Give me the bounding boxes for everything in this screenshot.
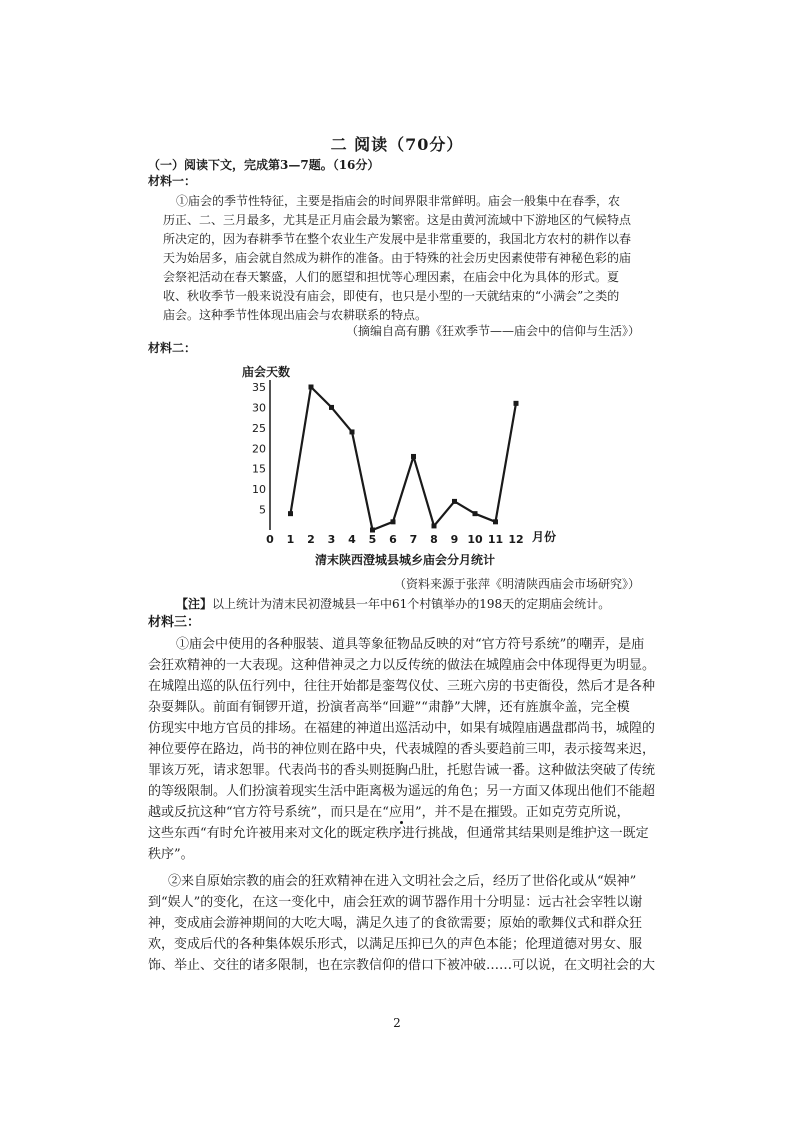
material1-line: 所决定的，因为春耕季节在整个农业生产发展中是非常重要的，我国北方农村的耕作以春 — [163, 232, 632, 246]
data-point — [473, 511, 478, 516]
material3-line: 的等级限制。人们扮演着现实生活中距离极为遥远的角色；另一方面又体现出他们不能超 — [148, 784, 656, 799]
material2-label: 材料二： — [148, 341, 197, 355]
note-tag: 【注】 — [176, 597, 213, 611]
material1-line: ①庙会的季节性特征，主要是指庙会的时间界限非常鲜明。庙会一般集中在春季，农 — [176, 194, 621, 208]
material3-line: 到“娱人”的变化，在这一变化中，庙会狂欢的调节器作用十分明显：远古社会宰牲以谢 — [148, 895, 643, 910]
material3-line: 仿现实中地方官员的排场。在福建的神道出巡活动中，如果有城隍庙遇盘郡尚书，城隍的 — [148, 721, 656, 736]
y-tick-label: 25 — [252, 421, 266, 435]
data-point — [309, 385, 314, 390]
y-tick-label: 5 — [259, 503, 266, 517]
chart-ylabel: 庙会天数 — [242, 365, 291, 379]
x-tick-label: 9 — [450, 533, 459, 546]
data-point — [411, 454, 416, 459]
x-tick-label: 5 — [368, 533, 377, 546]
y-tick-label: 30 — [252, 401, 266, 415]
data-point — [329, 405, 334, 410]
y-tick-label: 20 — [252, 442, 266, 456]
material3-line: ②来自原始宗教的庙会的狂欢精神在进入文明社会之后，经历了世俗化或从“娱神” — [168, 874, 637, 889]
data-point — [514, 401, 519, 406]
material3-line: 会狂欢精神的一大表现。这种借神灵之力以反传统的做法在城隍庙会中体现得更为明显。 — [148, 658, 656, 673]
chart-xlabel: 月份 — [532, 530, 557, 544]
material1-source: （摘编自高有鹏《狂欢季节——庙会中的信仰与生活》） — [345, 324, 640, 338]
material3-line: ①庙会中使用的各种服装、道具等象征物品反映的对“官方符号系统”的嘲弄，是庙 — [176, 637, 645, 652]
material1-line: 收、秋收季节一般来说没有庙会，即使有，也只是小型的一天就结束的“小满会”之类的 — [163, 289, 620, 303]
part-intro: （一）阅读下文，完成第3—7题。（16分） — [148, 158, 380, 172]
x-tick-label: 3 — [327, 533, 336, 546]
material1-line: 会祭祀活动在春天繁盛，人们的愿望和担忧等心理因素，在庙会中化为具体的形式。夏 — [163, 270, 620, 284]
material3-line: 欢，变成后代的各种集体娱乐形式，以满足压抑已久的声色本能；伦理道德对男女、服 — [148, 937, 643, 952]
data-point — [288, 511, 293, 516]
data-point — [432, 523, 437, 528]
material1-line: 天为始居多，庙会就自然成为耕作的准备。由于特殊的社会历史因素使带有神秘色彩的庙 — [163, 251, 632, 265]
data-point — [493, 519, 498, 524]
x-tick-label: 0 — [266, 533, 274, 546]
material3-line: 杂耍舞队。前面有铜锣开道，扮演者高举“回避”“肃静”大牌，还有旌旗伞盖，完全模 — [148, 700, 630, 715]
material3-line: 秩序”。 — [148, 847, 194, 862]
material3-line: 饰、举止、交往的诸多限制，也在宗教信仰的借口下被冲破……可以说，在文明社会的大 — [148, 958, 656, 973]
x-tick-label: 10 — [467, 533, 483, 546]
x-tick-label: 1 — [286, 533, 295, 546]
y-tick-label: 15 — [252, 462, 266, 476]
material1-label: 材料一： — [148, 174, 197, 188]
material3-line: 神位要停在路边，尚书的神位则在路中央，代表城隍的香头要趋前三叩，表示接驾来迟， — [148, 742, 656, 757]
data-point — [350, 429, 355, 434]
x-tick-label: 2 — [307, 533, 315, 546]
x-tick-label: 12 — [508, 533, 524, 546]
material2-note — [176, 596, 610, 612]
series-line — [291, 387, 517, 530]
chart-title: 清末陕西澄城县城乡庙会分月统计 — [314, 553, 496, 567]
material1-line: 历正、二、三月最多，尤其是正月庙会最为繁密。这是由黄河流域中下游地区的气候特点 — [163, 213, 632, 227]
material3-line-with-dots — [148, 804, 630, 822]
x-tick-label: 4 — [348, 533, 356, 546]
y-tick-label: 35 — [252, 381, 266, 394]
section-title: 二 阅读（70分） — [330, 135, 464, 154]
x-tick-label: 7 — [409, 533, 418, 546]
material1-line: 庙会。这种季节性体现出庙会与农耕联系的特点。 — [163, 308, 428, 322]
text-segment: ”，并不是在摧毁。正如克劳克所说， — [414, 805, 630, 820]
data-point — [370, 528, 375, 533]
material3-line: 罪该万死，请求恕罪。代表尚书的香头则挺胸凸肚，托慰告诫一番。这种做法突破了传统 — [148, 763, 656, 778]
note-text: 以上统计为清末民初澄城县一年中61个村镇举办的198天的定期庙会统计。 — [212, 597, 611, 611]
data-point — [452, 499, 457, 504]
x-tick-label: 11 — [487, 533, 504, 546]
material3-label: 材料三： — [148, 615, 201, 630]
chart — [230, 358, 600, 573]
page-number: 2 — [393, 1016, 401, 1030]
x-tick-label: 6 — [389, 533, 397, 546]
material3-line: 这些东西“有时允许被用来对文化的既定秩序进行挑战，但通常其结果则是维护这一既定 — [148, 826, 649, 841]
material3-line: 在城隍出巡的队伍行列中，往往开始都是銮驾仪仗、三班六房的书吏衙役，然后才是各种 — [148, 679, 656, 694]
text-segment: 越或反抗这种“官方符号系统”，而只是在“ — [148, 805, 389, 820]
data-point — [391, 519, 396, 524]
material3-line: 神，变成庙会游神期间的大吃大喝，满足久违了的食欲需要；原始的歌舞仪式和群众狂 — [148, 916, 643, 931]
emphasis-word: 应用 — [388, 805, 415, 820]
material2-source: （资料来源于张萍《明清陕西庙会市场研究》） — [393, 577, 640, 591]
y-tick-label: 10 — [252, 483, 266, 497]
x-tick-label: 8 — [430, 533, 438, 546]
